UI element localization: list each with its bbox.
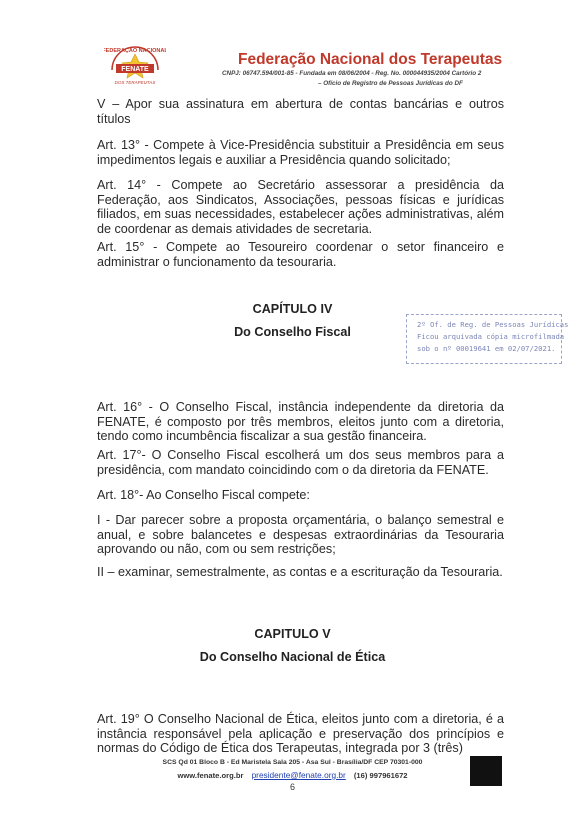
redaction-box [470, 756, 502, 786]
paragraph-art-19: Art. 19° O Conselho Nacional de Ética, eleitos junto com a diretoria, é a instância responsável pela aplicação e preservação dos princípios e normas do Código de Ética dos Terapeutas, integrada por 3 (três) [97, 712, 504, 756]
org-name: Federação Nacional dos Terapeutas [238, 51, 503, 68]
registry-line-1: CNPJ: 06747.594/001-85 - Fundada em 08/06/2004 - Reg. No. 000044935/2004 Cartório 2 [222, 70, 482, 77]
footer-email-link[interactable]: presidente@fenate.org.br [251, 770, 346, 780]
paragraph-art-18: Art. 18°- Ao Conselho Fiscal compete: [97, 488, 310, 502]
paragraph-item-ii: II – examinar, semestralmente, as contas e a escrituração da Tesouraria. [97, 565, 503, 579]
chapter-5-subtitle: Do Conselho Nacional de Ética [199, 650, 386, 664]
stamp-line-1: 2º Of. de Reg. de Pessoas Jurídicas [417, 320, 569, 329]
footer-website[interactable]: www.fenate.org.br [177, 771, 244, 780]
paragraph-art-17: Art. 17°- O Conselho Fiscal escolherá um dos seus membros para a presidência, com mandato coincidindo com o da diretoria da FENATE. [97, 448, 504, 477]
footer-address: SCS Qd 01 Bloco B - Ed Maristela Sala 205 - Asa Sul - Brasília/DF CEP 70301-000 [162, 759, 423, 766]
chapter-4-title: CAPÍTULO IV [252, 302, 333, 316]
paragraph-item-i: I - Dar parecer sobre a proposta orçamentária, o balanço semestral e anual, e sobre balancetes e despesas extraordinárias da Tesouraria aprovando ou não, com ou sem restrições; [97, 513, 504, 557]
svg-text:FEDERAÇÃO NACIONAL: FEDERAÇÃO NACIONAL [104, 48, 166, 54]
chapter-5-title: CAPITULO V [254, 627, 331, 641]
paragraph-art-16: Art. 16° - O Conselho Fiscal, instância independente da diretoria da FENATE, é composto por três membros, eleitos junto com a diretoria, tendo como incumbência fiscalizar a sua gestão financeira. [97, 400, 504, 444]
svg-text:FENATE: FENATE [121, 66, 149, 73]
chapter-4-subtitle: Do Conselho Fiscal [234, 325, 351, 339]
paragraph-art-15: Art. 15° - Compete ao Tesoureiro coordenar o setor financeiro e administrar o funcionamento da tesouraria. [97, 240, 504, 269]
registry-stamp [406, 314, 569, 364]
svg-text:DOS TERAPEUTAS: DOS TERAPEUTAS [114, 80, 156, 85]
registry-line-2: – Ofício de Registro de Pessoas Jurídicas do DF [318, 80, 463, 87]
footer-phone: (16) 997961672 [353, 771, 408, 780]
stamp-line-3: sob o nº 00019641 em 02/07/2021. [417, 344, 556, 353]
stamp-line-2: Ficou arquivada cópia microfilmada [417, 332, 565, 341]
paragraph-item-v: V – Apor sua assinatura em abertura de contas bancárias e outros títulos [97, 97, 504, 126]
page-number: 6 [289, 782, 295, 792]
paragraph-art-13: Art. 13° - Compete à Vice-Presidência substituir a Presidência em seus impedimentos legais e auxiliar a Presidência quando solicitado; [97, 138, 504, 167]
fenate-logo [104, 40, 166, 88]
paragraph-art-14: Art. 14° - Compete ao Secretário assessorar a presidência da Federação, aos Sindicatos, Associações, pessoas físicas e jurídicas filiados, em suas necessidades, estabelecer ações administrativas, além de coordenar as demais atividades de secretaria. [97, 178, 504, 236]
